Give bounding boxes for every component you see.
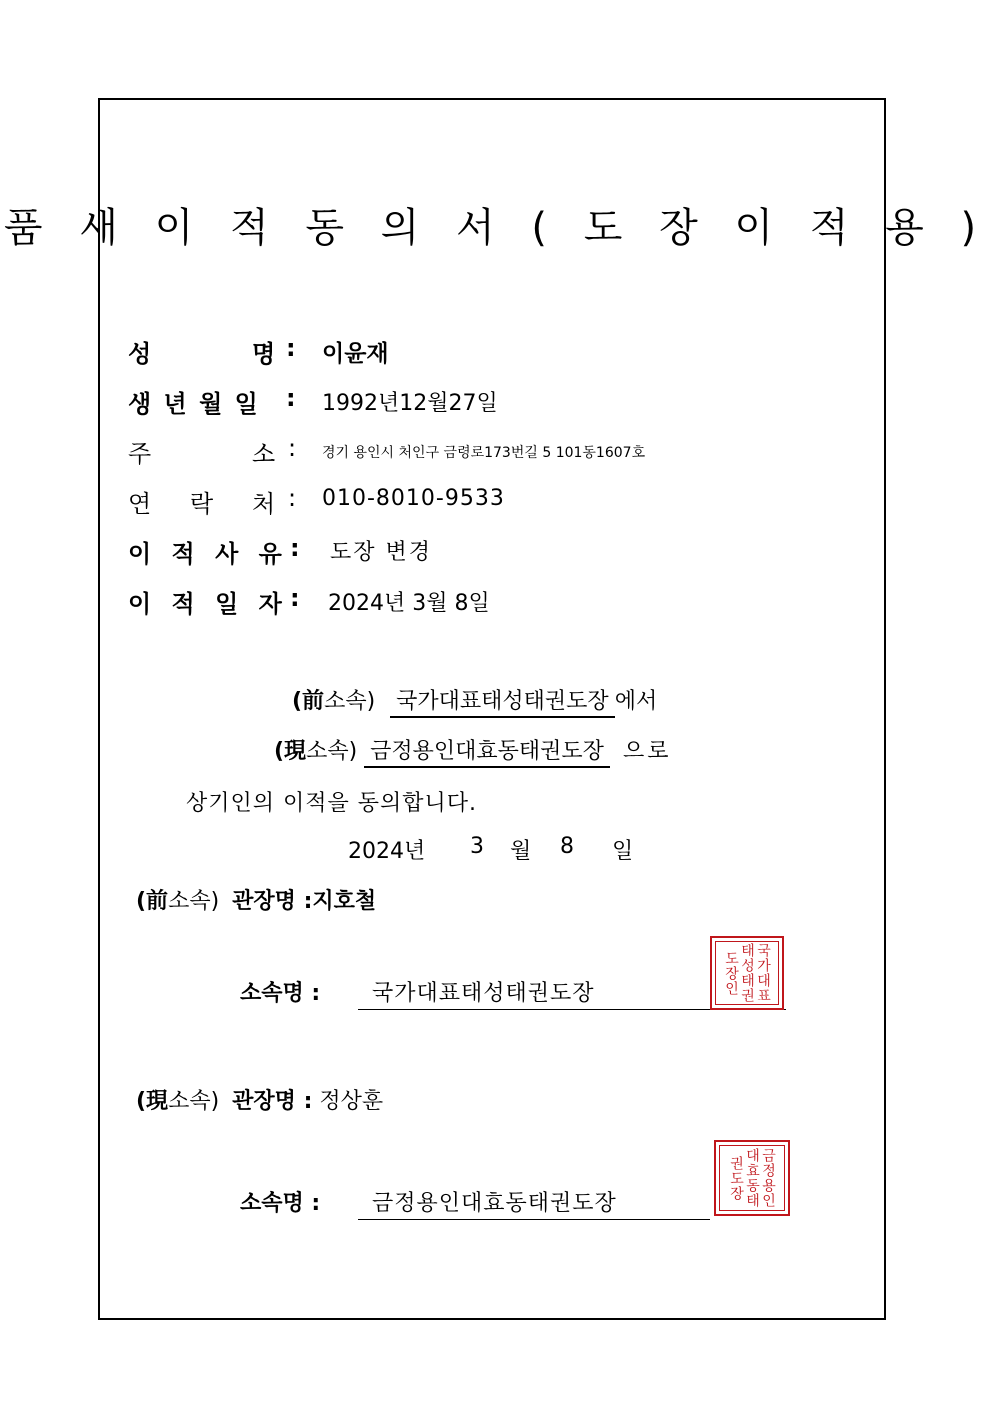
address-value: 경기 용인시 처인구 금령로173번길 5 101동1607호 [322,445,646,461]
prev-director-row [136,884,376,915]
transfer-date-value: 2024년 3월 8일 [328,591,490,616]
prev-affiliation-label: 소속명 : [240,981,321,1006]
curr-director-prefix-rest: 소속) [168,1089,220,1114]
document-title: 품 새 이 적 동 의 서 ( 도 장 이 적 용 ) [3,205,989,251]
curr-suffix: 으로 [622,739,672,764]
curr-director-label: 관장명 : [232,1089,313,1114]
consent-date-month-num: 3 [470,834,484,859]
reason-colon: : [290,534,300,562]
prev-dojang-name: 국가대표태성태권도장 [390,689,615,718]
consent-date-day: 일 [612,839,634,864]
prev-dojang-seal [710,936,784,1010]
prev-suffix: 에서 [614,689,658,714]
birth-colon: : [286,384,296,412]
consent-text: 상기인의 이적을 동의합니다. [186,791,478,816]
prev-affiliation-line [292,684,657,715]
curr-director-name: 정상훈 [319,1089,384,1114]
consent-date-month: 월 [510,839,532,864]
name-label-last: 명 [252,340,276,368]
reason-label: 이 적 사 유 [128,540,288,568]
birth-label: 생 년 월 일 [128,390,260,418]
name-value: 이윤재 [322,341,389,367]
curr-affiliation-label: 소속명 : [240,1191,321,1216]
address-label-first: 주 [128,440,152,468]
curr-prefix-char: (現 [274,739,307,764]
curr-affiliation-value: 금정용인대효동태권도장 [372,1191,617,1216]
name-label-first: 성 [128,340,152,368]
contact-colon: : [288,484,297,512]
address-label-last: 소 [252,440,276,468]
curr-director-row [136,1084,383,1115]
contact-label-middle: 락 [190,490,214,518]
prev-director-name: 지호철 [312,889,377,914]
curr-affiliation-line [274,734,671,765]
prev-director-label: 관장명 : [232,889,313,914]
curr-dojang-seal [714,1140,790,1216]
prev-affiliation-value: 국가대표태성태권도장 [372,981,595,1006]
transfer-date-colon: : [290,584,300,612]
curr-director-prefix-char: (現 [136,1089,169,1114]
contact-value: 010-8010-9533 [322,486,505,511]
curr-prefix-rest: 소속) [306,739,358,764]
transfer-date-label: 이 적 일 자 [128,590,288,618]
prev-prefix-rest: 소속) [324,689,376,714]
name-colon: : [286,334,296,362]
reason-value: 도장 변경 [330,540,433,565]
consent-date-day-num: 8 [560,834,574,859]
contact-label-last: 처 [252,490,276,518]
curr-affiliation-underline [358,1219,710,1220]
consent-date-year: 2024년 [348,839,426,864]
curr-seal-text: 금정용인대효동태권도장 [728,1148,776,1208]
address-colon: : [288,434,297,462]
prev-prefix-char: (前 [292,689,325,714]
contact-label-first: 연 [128,490,152,518]
curr-dojang-name: 금정용인대효동태권도장 [364,739,610,768]
prev-director-prefix-char: (前 [136,889,169,914]
prev-director-prefix-rest: 소속) [168,889,220,914]
prev-seal-text: 국가대표태성태권도장인 [723,943,771,1003]
birth-value: 1992년12월27일 [322,391,498,416]
